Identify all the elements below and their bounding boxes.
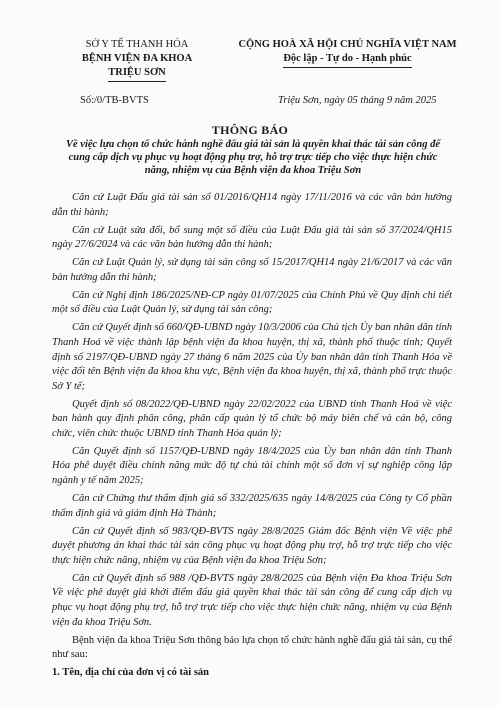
nation-title: CỘNG HOÀ XÃ HỘI CHỦ NGHĨA VIỆT NAM	[238, 39, 457, 50]
document-date: Triệu Sơn, ngày 05 tháng 9 năm 2025	[278, 95, 437, 106]
legal-basis-paragraph: Căn cứ Luật Đấu giá tài sản số 01/2016/QH14 ngày 17/11/2016 và các văn bản hướng dẫn thi hành;	[52, 192, 452, 218]
legal-basis-paragraph: Căn cứ Quyết định số 983/QĐ-BVTS ngày 28/8/2025 Giám đốc Bệnh viện Về việc phê duyệt phương án khai thác tài sản công phục vụ hoạt động phụ trợ, hỗ trợ trực tiếp cho việc thực hiện chức năng, nhiệm vụ của Bệnh viện đa khoa Triệu Sơn;	[52, 525, 452, 566]
document-title: THÔNG BÁO	[211, 123, 289, 137]
legal-basis-paragraph: Căn cứ Nghị định 186/2025/NĐ-CP ngày 01/07/2025 của Chính Phủ về Quy định chi tiết một số điều của Luật Quản lý, sử dụng tài sản công;	[52, 289, 452, 316]
legal-basis-paragraph: Căn cứ Luật Quản lý, sử dụng tài sản công số 15/2017/QH14 ngày 21/6/2017 và các văn bản hướng dẫn thi hành;	[52, 257, 452, 283]
section-heading: 1. Tên, địa chỉ của đơn vị có tài sản	[52, 667, 210, 679]
legal-basis-paragraph: Căn cứ Luật sửa đổi, bổ sung một số điều của Luật Đấu giá tài sản số 37/2024/QH15 ngày 27/6/2024 và các văn bản hướng dẫn thi hành;	[52, 224, 452, 251]
legal-basis-paragraph: Căn cứ Quyết định số 660/QĐ-UBND ngày 10/3/2006 của Chủ tịch Ủy ban nhân dân tỉnh Thanh Hoá về việc thành lập bệnh viện đa khoa huyện, thị xã, thành phố thuộc tỉnh; Quyết định số 2197/QĐ-UBND ngày 27 tháng 6 năm 2025 của Ủy ban nhân dân tỉnh Thanh Hóa về việc đổi tên Bệnh viện đa khoa khu vực, Bệnh viện đa khoa huyện, thị xã, thành phố trực thuộc Sở Y tế;	[52, 322, 452, 392]
announcement-paragraph: Bệnh viện đa khoa Triệu Sơn thông báo lựa chọn tổ chức hành nghề đấu giá tài sản, cụ thể như sau:	[52, 634, 452, 661]
document-body	[52, 191, 452, 684]
legal-basis-paragraph: Căn Quyết định số 1157/QĐ-UBND ngày 18/4/2025 của Ủy ban nhân dân tỉnh Thanh Hóa phê duyệt điều chỉnh năng mức độ tự chủ tài chính một số đơn vị sự nghiệp công lập ngành y tế năm 2025;	[52, 445, 452, 487]
ministry-name: SỞ Y TẾ THANH HÓA	[85, 39, 189, 50]
hospital-name-line2: TRIỆU SƠN	[108, 66, 165, 82]
document-number: Số:/0/TB-BVTS	[80, 95, 149, 106]
hospital-name-line1: BỆNH VIỆN ĐA KHOA	[81, 53, 193, 64]
document-subject: Về việc lựa chọn tổ chức hành nghề đấu giá tài sản là quyền khai thác tài sản công để cung cấp dịch vụ phục vụ hoạt động phụ trợ, hỗ trợ trực tiếp cho việc thực hiện chức năng, nhiệm vụ của Bệnh viện đa khoa Triệu Sơn	[66, 139, 440, 176]
national-header	[225, 38, 470, 68]
legal-basis-paragraph: Quyết định số 08/2022/QĐ-UBND ngày 22/02/2022 của UBND tỉnh Thanh Hoá về việc ban hành quy định phân công, phân cấp quản lý tổ chức bộ máy biên chế và cán bộ, công chức, viên chức thuộc UBND tỉnh Thanh Hóa quản lý;	[52, 398, 452, 439]
legal-basis-paragraph: Căn cứ Chứng thư thẩm định giá số 332/2025/635 ngày 14/8/2025 của Công ty Cổ phần thẩm định giá và giám định Hà Thành;	[52, 493, 452, 519]
issuer-header	[62, 38, 212, 82]
national-motto: Độc lập - Tự do - Hạnh phúc	[283, 52, 411, 68]
legal-basis-paragraph: Căn cứ Quyết định số 988 /QĐ-BVTS ngày 28/8/2025 của Bệnh viện Đa khoa Triệu Sơn Về việc phê duyệt giá khởi điểm đấu giá quyền khai thác tài sản công để cung cấp dịch vụ phục vụ hoạt động phụ trợ, hỗ trợ trực tiếp cho việc thực hiện chức năng, nhiệm vụ của Bệnh viện đa khoa Triệu Sơn.	[52, 572, 452, 628]
